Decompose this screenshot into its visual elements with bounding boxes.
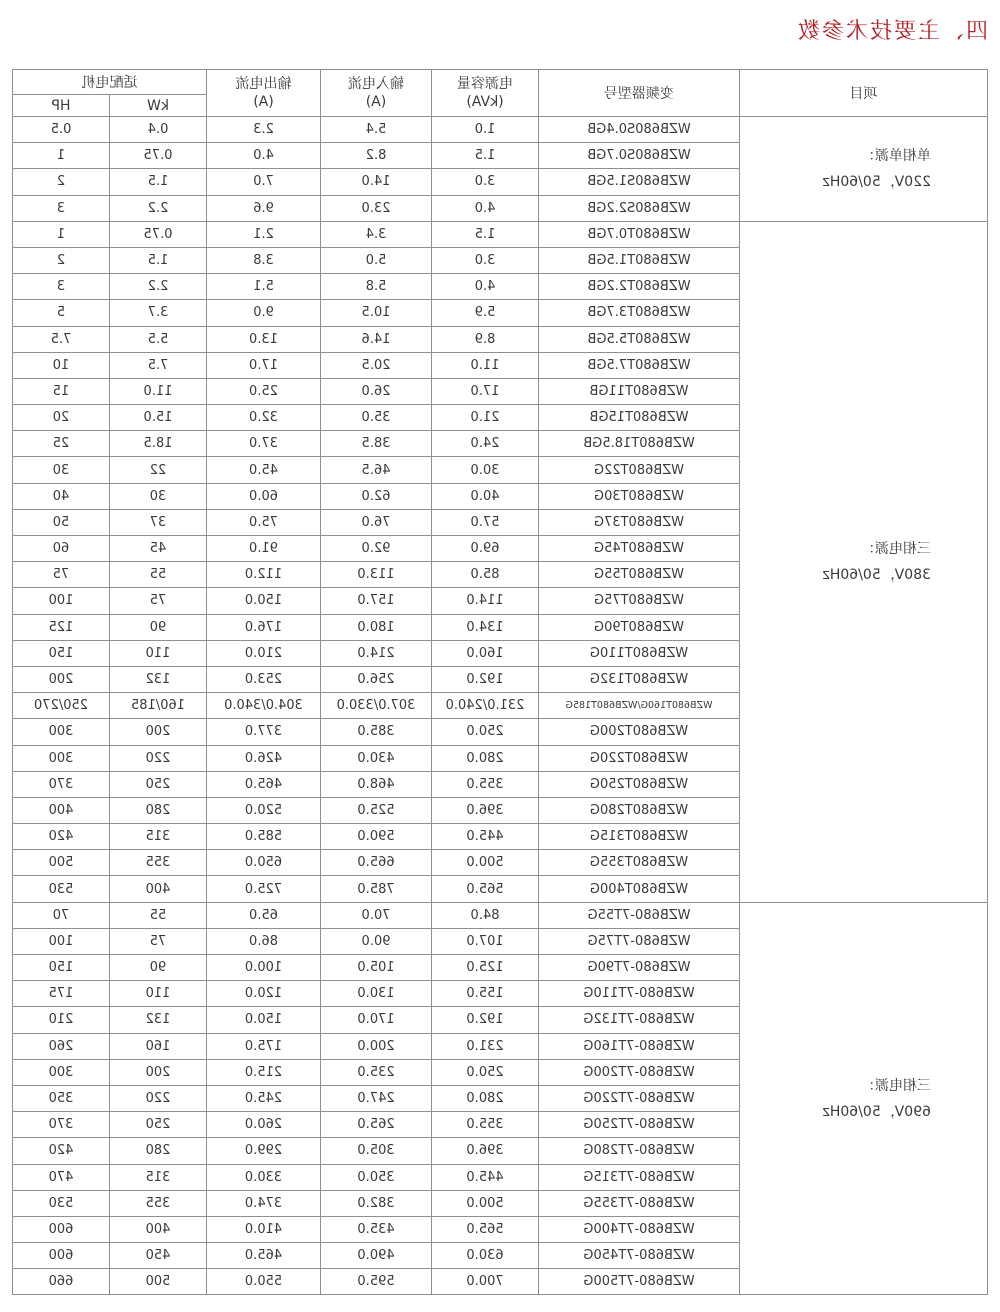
cell-output-current: 377.0 [207, 719, 321, 745]
cell-input-current: 5.0 [321, 247, 432, 273]
cell-model: WZB680T280G [539, 797, 740, 823]
cell-output-current: 2.3 [207, 117, 321, 143]
cell-input-current: 10.5 [321, 300, 432, 326]
cell-model: WZB680T160G/WZB680T185G [539, 693, 740, 719]
cell-input-current: 785.0 [321, 876, 432, 902]
group-label: 单相单源： 220V，50/60Hz [740, 117, 988, 222]
cell-output-current: 465.0 [207, 771, 321, 797]
cell-hp: 1 [13, 221, 110, 247]
group-label: 三相电源： 380V，50/60Hz [740, 221, 988, 902]
cell-model: WZB680T3.7GB [539, 300, 740, 326]
cell-hp: 2 [13, 247, 110, 273]
cell-hp: 470 [13, 1164, 110, 1190]
cell-kw: 0.75 [110, 221, 207, 247]
cell-model: WZB680T7.5GB [539, 352, 740, 378]
cell-kw: 22 [110, 457, 207, 483]
table-row [13, 221, 988, 247]
header-model: 变频器型号 [539, 70, 740, 117]
cell-hp: 20 [13, 405, 110, 431]
cell-output-current: 2.1 [207, 221, 321, 247]
cell-capacity: 1.5 [432, 143, 539, 169]
cell-model: WZB680T37G [539, 509, 740, 535]
cell-input-current: 105.0 [321, 955, 432, 981]
cell-input-current: 14.6 [321, 326, 432, 352]
cell-input-current: 385.0 [321, 719, 432, 745]
cell-capacity: 125.0 [432, 955, 539, 981]
cell-input-current: 180.0 [321, 614, 432, 640]
cell-kw: 160/185 [110, 693, 207, 719]
cell-capacity: 396.0 [432, 1138, 539, 1164]
table-row [13, 902, 988, 928]
cell-capacity: 84.0 [432, 902, 539, 928]
cell-hp: 0.5 [13, 117, 110, 143]
header-kw: kW [110, 95, 207, 117]
cell-model: WZB680T1.5GB [539, 247, 740, 273]
cell-output-current: 120.0 [207, 981, 321, 1007]
cell-capacity: 500.0 [432, 850, 539, 876]
cell-input-current: 92.0 [321, 536, 432, 562]
cell-capacity: 4.0 [432, 195, 539, 221]
cell-kw: 315 [110, 1164, 207, 1190]
cell-output-current: 7.0 [207, 169, 321, 195]
cell-input-current: 62.0 [321, 483, 432, 509]
cell-hp: 125 [13, 614, 110, 640]
cell-hp: 250/270 [13, 693, 110, 719]
cell-output-current: 260.0 [207, 1112, 321, 1138]
cell-output-current: 91.0 [207, 536, 321, 562]
cell-kw: 220 [110, 745, 207, 771]
cell-input-current: 46.5 [321, 457, 432, 483]
cell-capacity: 280.0 [432, 745, 539, 771]
cell-output-current: 60.0 [207, 483, 321, 509]
cell-input-current: 590.0 [321, 824, 432, 850]
cell-output-current: 9.6 [207, 195, 321, 221]
cell-model: WZB680T355G [539, 850, 740, 876]
cell-kw: 400 [110, 1216, 207, 1242]
cell-output-current: 550.0 [207, 1269, 321, 1295]
cell-capacity: 5.9 [432, 300, 539, 326]
cell-hp: 70 [13, 902, 110, 928]
cell-kw: 132 [110, 1007, 207, 1033]
cell-kw: 75 [110, 588, 207, 614]
cell-model: WZB680-7T400G [539, 1216, 740, 1242]
cell-capacity: 134.0 [432, 614, 539, 640]
cell-model: WZB680T200G [539, 719, 740, 745]
cell-kw: 45 [110, 536, 207, 562]
cell-input-current: 430.0 [321, 745, 432, 771]
cell-input-current: 235.0 [321, 1059, 432, 1085]
cell-output-current: 75.0 [207, 509, 321, 535]
cell-output-current: 299.0 [207, 1138, 321, 1164]
cell-input-current: 3.4 [321, 221, 432, 247]
cell-hp: 5 [13, 300, 110, 326]
cell-capacity: 107.0 [432, 928, 539, 954]
cell-kw: 315 [110, 824, 207, 850]
table-row [13, 117, 988, 143]
cell-hp: 300 [13, 745, 110, 771]
cell-hp: 100 [13, 928, 110, 954]
cell-kw: 2.2 [110, 195, 207, 221]
cell-input-current: 26.0 [321, 378, 432, 404]
cell-input-current: 170.0 [321, 1007, 432, 1033]
cell-model: WZB680-7T110G [539, 981, 740, 1007]
cell-model: WZB680T400G [539, 876, 740, 902]
cell-kw: 280 [110, 797, 207, 823]
cell-hp: 40 [13, 483, 110, 509]
cell-hp: 2 [13, 169, 110, 195]
cell-kw: 0.4 [110, 117, 207, 143]
cell-capacity: 11.0 [432, 352, 539, 378]
cell-model: WZB680-7T55G [539, 902, 740, 928]
cell-hp: 3 [13, 274, 110, 300]
cell-output-current: 650.0 [207, 850, 321, 876]
cell-kw: 132 [110, 666, 207, 692]
cell-hp: 15 [13, 378, 110, 404]
cell-kw: 220 [110, 1085, 207, 1111]
cell-hp: 200 [13, 666, 110, 692]
cell-capacity: 500.0 [432, 1190, 539, 1216]
cell-input-current: 8.2 [321, 143, 432, 169]
cell-capacity: 57.0 [432, 509, 539, 535]
cell-input-current: 5.8 [321, 274, 432, 300]
cell-output-current: 245.0 [207, 1085, 321, 1111]
cell-model: WZB680T55G [539, 562, 740, 588]
cell-capacity: 69.0 [432, 536, 539, 562]
cell-output-current: 520.0 [207, 797, 321, 823]
cell-output-current: 45.0 [207, 457, 321, 483]
cell-input-current: 382.0 [321, 1190, 432, 1216]
cell-capacity: 355.0 [432, 1112, 539, 1138]
cell-capacity: 630.0 [432, 1243, 539, 1269]
cell-kw: 280 [110, 1138, 207, 1164]
cell-capacity: 231.0 [432, 1033, 539, 1059]
cell-capacity: 231.0/240.0 [432, 693, 539, 719]
cell-input-current: 113.0 [321, 562, 432, 588]
cell-kw: 55 [110, 562, 207, 588]
cell-capacity: 192.0 [432, 1007, 539, 1033]
cell-input-current: 14.0 [321, 169, 432, 195]
cell-input-current: 490.0 [321, 1243, 432, 1269]
cell-capacity: 3.0 [432, 247, 539, 273]
cell-input-current: 256.0 [321, 666, 432, 692]
cell-output-current: 150.0 [207, 1007, 321, 1033]
cell-model: WZB680T45G [539, 536, 740, 562]
cell-hp: 175 [13, 981, 110, 1007]
cell-model: WZB680S1.5GB [539, 169, 740, 195]
cell-model: WZB680T5.5GB [539, 326, 740, 352]
cell-hp: 370 [13, 1112, 110, 1138]
cell-capacity: 155.0 [432, 981, 539, 1007]
cell-kw: 500 [110, 1269, 207, 1295]
cell-capacity: 3.0 [432, 169, 539, 195]
cell-output-current: 330.0 [207, 1164, 321, 1190]
cell-capacity: 700.0 [432, 1269, 539, 1295]
cell-kw: 1.5 [110, 247, 207, 273]
cell-capacity: 21.0 [432, 405, 539, 431]
cell-capacity: 1.5 [432, 221, 539, 247]
cell-input-current: 350.0 [321, 1164, 432, 1190]
cell-capacity: 565.0 [432, 1216, 539, 1242]
cell-kw: 11.0 [110, 378, 207, 404]
cell-hp: 25 [13, 431, 110, 457]
cell-output-current: 150.0 [207, 588, 321, 614]
cell-capacity: 8.9 [432, 326, 539, 352]
cell-model: WZB680T132G [539, 666, 740, 692]
cell-kw: 250 [110, 771, 207, 797]
cell-kw: 450 [110, 1243, 207, 1269]
cell-output-current: 65.0 [207, 902, 321, 928]
group-label: 三相电源： 690V，50/60Hz [740, 902, 988, 1295]
cell-output-current: 3.8 [207, 247, 321, 273]
cell-kw: 7.5 [110, 352, 207, 378]
cell-output-current: 9.0 [207, 300, 321, 326]
cell-output-current: 374.0 [207, 1190, 321, 1216]
cell-model: WZB680-7T200G [539, 1059, 740, 1085]
cell-input-current: 70.0 [321, 902, 432, 928]
spec-table-body [13, 117, 988, 1295]
cell-hp: 7.5 [13, 326, 110, 352]
cell-capacity: 160.0 [432, 640, 539, 666]
cell-capacity: 445.0 [432, 824, 539, 850]
cell-hp: 30 [13, 457, 110, 483]
cell-input-current: 265.0 [321, 1112, 432, 1138]
cell-kw: 2.2 [110, 274, 207, 300]
cell-input-current: 665.0 [321, 850, 432, 876]
cell-capacity: 565.0 [432, 876, 539, 902]
cell-capacity: 114.0 [432, 588, 539, 614]
cell-model: WZB680-7T280G [539, 1138, 740, 1164]
cell-capacity: 40.0 [432, 483, 539, 509]
cell-kw: 110 [110, 981, 207, 1007]
header-item: 项目 [740, 70, 988, 117]
cell-capacity: 250.0 [432, 1059, 539, 1085]
cell-hp: 300 [13, 1059, 110, 1085]
cell-input-current: 214.0 [321, 640, 432, 666]
cell-model: WZB680T110G [539, 640, 740, 666]
cell-output-current: 17.0 [207, 352, 321, 378]
header-motor: 适配电机 [13, 70, 207, 95]
cell-model: WZB680T250G [539, 771, 740, 797]
header-capacity: 电源容量 (kVA) [432, 70, 539, 117]
cell-capacity: 85.0 [432, 562, 539, 588]
cell-input-current: 35.0 [321, 405, 432, 431]
cell-hp: 600 [13, 1243, 110, 1269]
cell-input-current: 130.0 [321, 981, 432, 1007]
cell-kw: 18.5 [110, 431, 207, 457]
cell-kw: 3.7 [110, 300, 207, 326]
cell-hp: 75 [13, 562, 110, 588]
cell-model: WZB680-7T132G [539, 1007, 740, 1033]
cell-capacity: 4.0 [432, 274, 539, 300]
cell-model: WZB680-7T500G [539, 1269, 740, 1295]
cell-input-current: 307.0/330.0 [321, 693, 432, 719]
cell-output-current: 13.0 [207, 326, 321, 352]
cell-model: WZB680T0.7GB [539, 221, 740, 247]
cell-hp: 350 [13, 1085, 110, 1111]
cell-model: WZB680T18.5GB [539, 431, 740, 457]
cell-kw: 90 [110, 955, 207, 981]
cell-capacity: 192.0 [432, 666, 539, 692]
cell-hp: 600 [13, 1216, 110, 1242]
cell-output-current: 426.0 [207, 745, 321, 771]
cell-hp: 100 [13, 588, 110, 614]
cell-hp: 370 [13, 771, 110, 797]
header-hp: HP [13, 95, 110, 117]
cell-hp: 420 [13, 1138, 110, 1164]
cell-kw: 30 [110, 483, 207, 509]
cell-model: WZB680T22G [539, 457, 740, 483]
cell-capacity: 396.0 [432, 797, 539, 823]
cell-output-current: 410.0 [207, 1216, 321, 1242]
cell-model: WZB680T2.2GB [539, 274, 740, 300]
cell-hp: 420 [13, 824, 110, 850]
cell-capacity: 280.0 [432, 1085, 539, 1111]
cell-capacity: 30.0 [432, 457, 539, 483]
cell-model: WZB680T315G [539, 824, 740, 850]
cell-hp: 300 [13, 719, 110, 745]
cell-kw: 160 [110, 1033, 207, 1059]
cell-input-current: 90.0 [321, 928, 432, 954]
cell-output-current: 86.0 [207, 928, 321, 954]
cell-capacity: 17.0 [432, 378, 539, 404]
header-input-current: 输入电流 (A) [321, 70, 432, 117]
cell-capacity: 24.0 [432, 431, 539, 457]
cell-model: WZB680T75G [539, 588, 740, 614]
cell-output-current: 4.0 [207, 143, 321, 169]
cell-kw: 5.5 [110, 326, 207, 352]
cell-output-current: 5.1 [207, 274, 321, 300]
cell-output-current: 25.0 [207, 378, 321, 404]
cell-output-current: 175.0 [207, 1033, 321, 1059]
cell-model: WZB680-7T160G [539, 1033, 740, 1059]
cell-kw: 250 [110, 1112, 207, 1138]
cell-output-current: 37.0 [207, 431, 321, 457]
cell-model: WZB680-7T450G [539, 1243, 740, 1269]
cell-hp: 660 [13, 1269, 110, 1295]
cell-output-current: 253.0 [207, 666, 321, 692]
cell-kw: 37 [110, 509, 207, 535]
cell-capacity: 445.0 [432, 1164, 539, 1190]
cell-kw: 400 [110, 876, 207, 902]
cell-output-current: 176.0 [207, 614, 321, 640]
cell-model: WZB680T15GB [539, 405, 740, 431]
cell-model: WZB680S2.2GB [539, 195, 740, 221]
cell-hp: 210 [13, 1007, 110, 1033]
cell-hp: 530 [13, 876, 110, 902]
cell-kw: 55 [110, 902, 207, 928]
cell-output-current: 100.0 [207, 955, 321, 981]
cell-output-current: 465.0 [207, 1243, 321, 1269]
cell-input-current: 595.0 [321, 1269, 432, 1295]
cell-kw: 355 [110, 850, 207, 876]
cell-output-current: 210.0 [207, 640, 321, 666]
cell-hp: 150 [13, 640, 110, 666]
cell-output-current: 304.0/340.0 [207, 693, 321, 719]
cell-input-current: 305.0 [321, 1138, 432, 1164]
cell-model: WZB680T30G [539, 483, 740, 509]
cell-input-current: 20.5 [321, 352, 432, 378]
cell-output-current: 215.0 [207, 1059, 321, 1085]
cell-hp: 50 [13, 509, 110, 535]
cell-kw: 110 [110, 640, 207, 666]
cell-kw: 355 [110, 1190, 207, 1216]
cell-model: WZB680-7T90G [539, 955, 740, 981]
cell-model: WZB680T90G [539, 614, 740, 640]
cell-model: WZB680-7T315G [539, 1164, 740, 1190]
cell-input-current: 435.0 [321, 1216, 432, 1242]
cell-output-current: 585.0 [207, 824, 321, 850]
cell-kw: 15.0 [110, 405, 207, 431]
cell-input-current: 23.0 [321, 195, 432, 221]
cell-input-current: 5.4 [321, 117, 432, 143]
cell-model: WZB680-7T355G [539, 1190, 740, 1216]
cell-hp: 400 [13, 797, 110, 823]
cell-kw: 200 [110, 719, 207, 745]
cell-input-current: 76.0 [321, 509, 432, 535]
cell-kw: 1.5 [110, 169, 207, 195]
cell-capacity: 1.0 [432, 117, 539, 143]
cell-output-current: 112.0 [207, 562, 321, 588]
cell-capacity: 355.0 [432, 771, 539, 797]
cell-model: WZB680S0.4GB [539, 117, 740, 143]
cell-kw: 200 [110, 1059, 207, 1085]
cell-input-current: 247.0 [321, 1085, 432, 1111]
cell-input-current: 200.0 [321, 1033, 432, 1059]
cell-kw: 75 [110, 928, 207, 954]
cell-hp: 150 [13, 955, 110, 981]
page-title: 四、主要技术参数 [795, 19, 988, 44]
cell-output-current: 725.0 [207, 876, 321, 902]
cell-model: WZB680-7T220G [539, 1085, 740, 1111]
cell-hp: 10 [13, 352, 110, 378]
cell-kw: 90 [110, 614, 207, 640]
cell-capacity: 250.0 [432, 719, 539, 745]
cell-model: WZB680-7T75G [539, 928, 740, 954]
cell-model: WZB680T220G [539, 745, 740, 771]
spec-table [12, 69, 988, 1295]
cell-hp: 260 [13, 1033, 110, 1059]
cell-model: WZB680S0.7GB [539, 143, 740, 169]
cell-input-current: 157.0 [321, 588, 432, 614]
header-output-current: 输出电流 (A) [207, 70, 321, 117]
cell-kw: 0.75 [110, 143, 207, 169]
cell-hp: 1 [13, 143, 110, 169]
cell-hp: 500 [13, 850, 110, 876]
cell-output-current: 32.0 [207, 405, 321, 431]
cell-hp: 3 [13, 195, 110, 221]
cell-input-current: 525.0 [321, 797, 432, 823]
cell-hp: 530 [13, 1190, 110, 1216]
cell-input-current: 468.0 [321, 771, 432, 797]
cell-model: WZB680T11GB [539, 378, 740, 404]
cell-hp: 60 [13, 536, 110, 562]
cell-input-current: 38.5 [321, 431, 432, 457]
cell-model: WZB680-7T250G [539, 1112, 740, 1138]
